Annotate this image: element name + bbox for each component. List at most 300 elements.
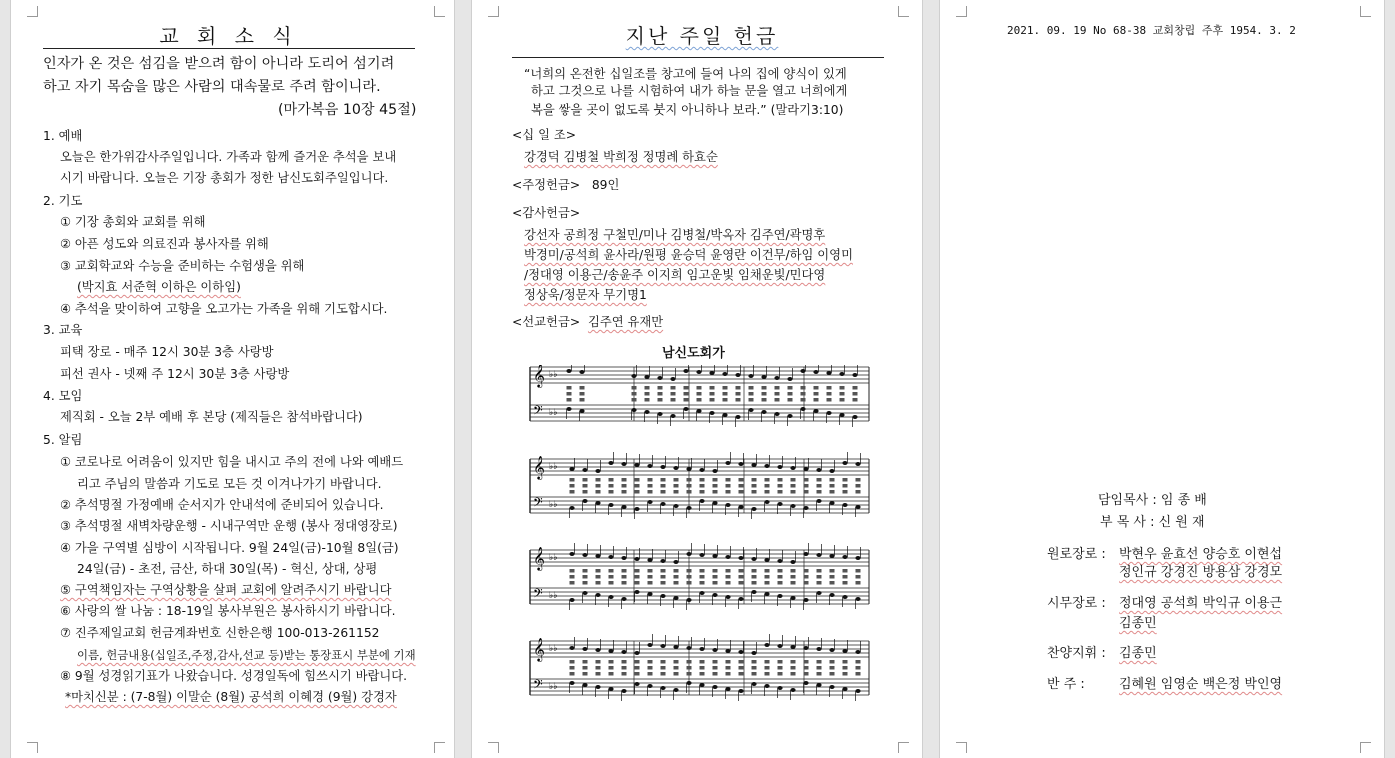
note-head: [813, 409, 818, 413]
lyric-glyph: [700, 575, 705, 579]
staff-name: 신 원 재: [1158, 515, 1205, 530]
treble-clef: 𝄞: [533, 637, 545, 661]
note-head: [582, 683, 587, 687]
note-head: [647, 464, 652, 468]
note-head: [803, 598, 808, 602]
list-item: ④ 추석을 맞이하여 고향을 오고가는 가족을 위해 기도합시다.: [60, 302, 388, 316]
staff-role: 담임목사 :: [1098, 493, 1157, 508]
note-head: [634, 507, 639, 511]
lyric-glyph: [635, 581, 640, 585]
note-head: [839, 413, 844, 417]
note-head: [816, 553, 821, 557]
note-head: [829, 501, 834, 505]
lyric-glyph: [843, 581, 848, 585]
crop-mark: [488, 6, 499, 17]
key-signature: ♭♭: [549, 500, 558, 510]
lyric-glyph: [583, 478, 588, 482]
lyric-glyph: [778, 575, 783, 579]
lyric-glyph: [697, 398, 702, 402]
lyric-glyph: [648, 666, 653, 670]
lyric-glyph: [635, 660, 640, 664]
lyric-glyph: [801, 392, 806, 396]
lyric-glyph: [710, 386, 715, 390]
note-head: [699, 647, 704, 651]
note-head: [764, 464, 769, 468]
lyric-glyph: [853, 386, 858, 390]
lyric-glyph: [830, 575, 835, 579]
text-line: 이름, 헌금내용(십일조,주정,감사,선교 등)받는 통장표시 부분에 기재: [77, 648, 416, 662]
hymn-title: 남신도회가: [662, 346, 725, 361]
note-head: [751, 507, 756, 511]
bass-clef: 𝄢: [533, 586, 543, 604]
note-head: [579, 370, 584, 374]
lyric-glyph: [622, 569, 627, 573]
lyric-glyph: [632, 398, 637, 402]
lyric-glyph: [723, 392, 728, 396]
lyric-glyph: [830, 478, 835, 482]
lyric-glyph: [596, 484, 601, 488]
bass-clef: 𝄢: [533, 677, 543, 695]
note-head: [647, 500, 652, 504]
lyric-glyph: [583, 484, 588, 488]
crop-mark: [1360, 6, 1371, 17]
verse-line-1: 인자가 온 것은 섬김을 받으려 함이 아니라 도리어 섬기려: [43, 56, 395, 72]
lyric-glyph: [609, 490, 614, 494]
note-head: [855, 650, 860, 654]
lyric-glyph: [622, 666, 627, 670]
lyric-glyph: [765, 569, 770, 573]
lyric-glyph: [632, 392, 637, 396]
note-head: [764, 684, 769, 688]
lyric-glyph: [700, 660, 705, 664]
note-head: [608, 461, 613, 465]
lyric-glyph: [830, 484, 835, 488]
note-head: [569, 467, 574, 471]
note-head: [670, 414, 675, 418]
elders-emeritus-line: 정인규 강경진 방용삼 강경모: [1119, 565, 1283, 580]
section-heading: 5. 알림: [43, 433, 83, 447]
lyric-glyph: [843, 569, 848, 573]
note-head: [595, 554, 600, 558]
lyric-glyph: [596, 666, 601, 670]
lyric-glyph: [567, 398, 572, 402]
lyric-glyph: [856, 575, 861, 579]
lyric-glyph: [840, 386, 845, 390]
lyric-glyph: [710, 398, 715, 402]
lyric-glyph: [580, 398, 585, 402]
crop-mark: [956, 742, 967, 753]
lyric-glyph: [817, 581, 822, 585]
lyric-glyph: [856, 490, 861, 494]
lyric-glyph: [830, 666, 835, 670]
note-head: [569, 681, 574, 685]
lyric-glyph: [778, 581, 783, 585]
lyric-glyph: [827, 398, 832, 402]
note-head: [660, 502, 665, 506]
note-head: [829, 648, 834, 652]
note-head: [803, 646, 808, 650]
lyric-glyph: [791, 575, 796, 579]
note-head: [595, 685, 600, 689]
note-head: [683, 369, 688, 373]
lyric-glyph: [778, 672, 783, 676]
lyric-glyph: [791, 581, 796, 585]
note-head: [813, 370, 818, 374]
note-head: [816, 683, 821, 687]
note-head: [790, 560, 795, 564]
note-head: [621, 650, 626, 654]
lyric-glyph: [648, 660, 653, 664]
note-head: [764, 500, 769, 504]
staff-senior-pastor: [1098, 492, 1207, 509]
lyric-glyph: [752, 581, 757, 585]
text-line: 오늘은 한가위감사주일입니다. 가족과 함께 즐거운 추석을 보내: [60, 150, 397, 164]
lyric-glyph: [736, 398, 741, 402]
lyric-glyph: [739, 478, 744, 482]
note-head: [725, 595, 730, 599]
list-item: ② 추석명절 가정예배 순서지가 안내석에 준비되어 있습니다.: [60, 498, 384, 512]
verse-line-2: 하고 그것으로 나를 시험하여 내가 하늘 문을 열고 너희에게: [531, 84, 848, 98]
note-head: [855, 556, 860, 560]
lyric-glyph: [778, 478, 783, 482]
lyric-glyph: [580, 386, 585, 390]
note-head: [725, 649, 730, 653]
lyric-glyph: [752, 490, 757, 494]
note-head: [712, 685, 717, 689]
lyric-glyph: [648, 490, 653, 494]
note-head: [790, 688, 795, 692]
note-head: [855, 597, 860, 601]
lyric-glyph: [583, 490, 588, 494]
list-item: ④ 가을 구역별 심방이 시작됩니다. 9월 24일(금)-10월 8일(금): [60, 541, 399, 555]
lyric-glyph: [827, 386, 832, 390]
note-head: [790, 466, 795, 470]
lyric-glyph: [570, 575, 575, 579]
lyric-glyph: [804, 569, 809, 573]
page-left: [10, 0, 455, 758]
lyric-glyph: [765, 478, 770, 482]
lyric-glyph: [817, 490, 822, 494]
lyric-glyph: [622, 672, 627, 676]
lyric-glyph: [635, 484, 640, 488]
note-head: [699, 499, 704, 503]
section-heading: 2. 기도: [43, 194, 83, 208]
lyric-glyph: [596, 569, 601, 573]
lyric-glyph: [609, 672, 614, 676]
lyric-glyph: [609, 575, 614, 579]
lyric-glyph: [817, 575, 822, 579]
lyric-glyph: [567, 386, 572, 390]
note-head: [790, 596, 795, 600]
note-head: [735, 373, 740, 377]
note-head: [800, 369, 805, 373]
note-head: [608, 503, 613, 507]
note-head: [722, 372, 727, 376]
note-head: [764, 558, 769, 562]
note-head: [660, 686, 665, 690]
verse-reference: (마가복음 10장 45절): [278, 102, 417, 118]
lyric-glyph: [856, 478, 861, 482]
lyric-glyph: [570, 660, 575, 664]
thanks-names-line: /정대영 이용근/송윤주 이지희 임고운빛 임채운빛/민다영: [524, 268, 826, 282]
lyric-glyph: [661, 660, 666, 664]
lyric-glyph: [700, 490, 705, 494]
lyric-glyph: [843, 672, 848, 676]
lyric-glyph: [674, 660, 679, 664]
note-head: [569, 552, 574, 556]
lyric-glyph: [713, 484, 718, 488]
lyric-glyph: [674, 569, 679, 573]
lyric-glyph: [843, 490, 848, 494]
note-head: [826, 371, 831, 375]
lyric-glyph: [700, 569, 705, 573]
staff-associate-pastor: [1100, 514, 1205, 531]
note-head: [566, 369, 571, 373]
note-head: [803, 552, 808, 556]
lyric-glyph: [635, 569, 640, 573]
lyric-glyph: [713, 478, 718, 482]
note-head: [673, 596, 678, 600]
lyric-glyph: [817, 484, 822, 488]
note-head: [634, 590, 639, 594]
note-head: [803, 506, 808, 510]
lyric-glyph: [648, 575, 653, 579]
lyric-glyph: [684, 392, 689, 396]
lyric-glyph: [713, 666, 718, 670]
note-head: [657, 412, 662, 416]
lyric-glyph: [736, 386, 741, 390]
lyric-glyph: [817, 666, 822, 670]
list-item: ① 코로나로 어려움이 있지만 힘을 내시고 주의 전에 나와 예배드: [60, 455, 404, 469]
weekly-offering: [512, 177, 619, 193]
gutter-right: [1385, 0, 1395, 758]
lyric-glyph: [814, 392, 819, 396]
lyric-glyph: [765, 666, 770, 670]
note-head: [634, 557, 639, 561]
lyric-glyph: [840, 398, 845, 402]
note-head: [699, 468, 704, 472]
lyric-glyph: [622, 490, 627, 494]
lyric-glyph: [762, 398, 767, 402]
lyric-glyph: [697, 386, 702, 390]
lyric-glyph: [853, 398, 858, 402]
lyric-glyph: [778, 490, 783, 494]
note-head: [842, 649, 847, 653]
note-head: [608, 555, 613, 559]
note-head: [774, 412, 779, 416]
note-head: [712, 554, 717, 558]
list-item: ⑥ 사랑의 쌀 나눔 : 18-19일 봉사부원은 봉사하시기 바랍니다.: [60, 604, 396, 618]
lyric-glyph: [804, 575, 809, 579]
note-head: [660, 559, 665, 563]
note-head: [621, 597, 626, 601]
text-line: 피택 장로 - 매주 12시 30분 3층 사랑방: [60, 345, 274, 359]
lyric-glyph: [674, 478, 679, 482]
lyric-glyph: [648, 581, 653, 585]
lyric-glyph: [635, 666, 640, 670]
lyric-glyph: [765, 490, 770, 494]
tithe-label: <십 일 조>: [512, 128, 577, 142]
mission-offering: [512, 314, 663, 330]
note-head: [608, 649, 613, 653]
lyric-glyph: [622, 575, 627, 579]
lyric-glyph: [645, 386, 650, 390]
note-head: [839, 372, 844, 376]
lyric-glyph: [843, 478, 848, 482]
note-head: [569, 506, 574, 510]
lyric-glyph: [687, 672, 692, 676]
note-head: [595, 501, 600, 505]
note-head: [777, 594, 782, 598]
lyric-glyph: [570, 569, 575, 573]
note-head: [725, 687, 730, 691]
lyric-glyph: [739, 490, 744, 494]
lyric-glyph: [739, 672, 744, 676]
note-head: [800, 407, 805, 411]
lyric-glyph: [791, 666, 796, 670]
note-head: [725, 503, 730, 507]
lyric-glyph: [700, 581, 705, 585]
lyric-glyph: [804, 672, 809, 676]
lyric-glyph: [596, 490, 601, 494]
staff-name: 임 종 배: [1160, 493, 1207, 508]
text-line: 리고 주님의 말씀과 기도로 모든 것 이겨나가기 바랍니다.: [77, 477, 382, 491]
note-head: [787, 414, 792, 418]
note-head: [842, 461, 847, 465]
lyric-glyph: [804, 666, 809, 670]
lyric-glyph: [739, 660, 744, 664]
section-heading: 4. 모임: [43, 389, 83, 403]
list-item: ⑤ 구역책임자는 구역상황을 살펴 교회에 알려주시기 바랍니다: [60, 583, 392, 597]
lyric-glyph: [752, 478, 757, 482]
note-head: [751, 651, 756, 655]
lyric-glyph: [856, 484, 861, 488]
lyric-glyph: [661, 575, 666, 579]
key-signature: ♭♭: [549, 408, 558, 418]
note-head: [569, 646, 574, 650]
note-head: [751, 590, 756, 594]
weekly-value: 89인: [591, 178, 620, 192]
gutter-left: [0, 0, 10, 758]
bulletin-header: 2021. 09. 19 No 68-38 교회창립 주후 1954. 3. 2: [1007, 24, 1296, 37]
lyric-glyph: [622, 484, 627, 488]
lyric-glyph: [762, 392, 767, 396]
lyric-glyph: [817, 478, 822, 482]
note-head: [738, 650, 743, 654]
lyric-glyph: [609, 666, 614, 670]
page-right: [939, 0, 1385, 758]
treble-clef: 𝄞: [533, 455, 545, 479]
text-line: (박지효 서준혁 이하은 이하임): [77, 280, 241, 294]
note-head: [777, 686, 782, 690]
note-head: [686, 598, 691, 602]
note-head: [712, 501, 717, 505]
note-head: [647, 558, 652, 562]
note-head: [686, 646, 691, 650]
note-head: [803, 681, 808, 685]
lyric-glyph: [814, 398, 819, 402]
list-item: ⑦ 진주제일교회 헌금계좌번호 신한은행 100-013-261152: [60, 626, 380, 640]
note-head: [582, 468, 587, 472]
lyric-glyph: [804, 484, 809, 488]
lyric-glyph: [596, 575, 601, 579]
lyric-glyph: [801, 386, 806, 390]
active-elders-role: 시무장로 :: [1047, 596, 1106, 611]
lyric-glyph: [609, 478, 614, 482]
note-head: [855, 689, 860, 693]
note-head: [696, 370, 701, 374]
thanks-names-line: 강선자 공희정 구철민/미나 김병철/박옥자 김주연/곽명후: [524, 228, 826, 242]
lyric-glyph: [801, 398, 806, 402]
note-head: [621, 556, 626, 560]
note-head: [748, 408, 753, 412]
lyric-glyph: [661, 569, 666, 573]
treble-clef: 𝄞: [533, 546, 545, 570]
lyric-glyph: [765, 575, 770, 579]
lyric-glyph: [583, 569, 588, 573]
key-signature: ♭♭: [549, 682, 558, 692]
verse-line-1: “너희의 온전한 십일조를 창고에 들여 나의 집에 양식이 있게: [524, 67, 847, 81]
lyric-glyph: [658, 392, 663, 396]
lyric-glyph: [596, 672, 601, 676]
lyric-glyph: [648, 478, 653, 482]
crop-mark: [27, 6, 38, 17]
lyric-glyph: [778, 666, 783, 670]
verse-line-3: 복을 쌓을 곳이 없도록 붓지 아니하나 보라.” (말라기3:10): [531, 103, 844, 117]
lyric-glyph: [700, 666, 705, 670]
lyric-glyph: [843, 575, 848, 579]
note-head: [699, 683, 704, 687]
note-head: [686, 506, 691, 510]
note-head: [842, 687, 847, 691]
mission-label: <선교헌금>: [512, 315, 581, 329]
lyric-glyph: [674, 490, 679, 494]
lyric-glyph: [791, 660, 796, 664]
treble-clef: 𝄞: [533, 365, 545, 387]
key-signature: ♭♭: [549, 591, 558, 601]
lyric-glyph: [791, 569, 796, 573]
text-line: 시기 바랍니다. 오늘은 기장 총회가 정한 남신도회주일입니다.: [60, 171, 389, 185]
lyric-glyph: [583, 575, 588, 579]
note-head: [582, 553, 587, 557]
note-head: [816, 499, 821, 503]
key-signature: ♭♭: [549, 370, 558, 380]
note-head: [660, 465, 665, 469]
lyric-glyph: [674, 484, 679, 488]
note-head: [855, 462, 860, 466]
note-head: [751, 557, 756, 561]
lyric-glyph: [778, 484, 783, 488]
note-head: [621, 689, 626, 693]
note-head: [582, 499, 587, 503]
lyric-glyph: [648, 569, 653, 573]
lyric-glyph: [609, 581, 614, 585]
lyric-glyph: [609, 484, 614, 488]
note-head: [722, 413, 727, 417]
section-heading: 3. 교육: [43, 323, 83, 337]
lyric-glyph: [726, 660, 731, 664]
lyric-glyph: [791, 490, 796, 494]
lyric-glyph: [684, 386, 689, 390]
title-rule: [512, 57, 884, 58]
list-item: ② 아픈 성도와 의료진과 봉사자를 위해: [60, 237, 269, 251]
note-head: [816, 468, 821, 472]
active-elders-line: 김종민: [1119, 616, 1157, 631]
lyric-glyph: [726, 575, 731, 579]
lyric-glyph: [645, 398, 650, 402]
note-head: [855, 505, 860, 509]
tithe-names: 강경덕 김병철 박희정 정명례 하효순: [524, 150, 718, 164]
